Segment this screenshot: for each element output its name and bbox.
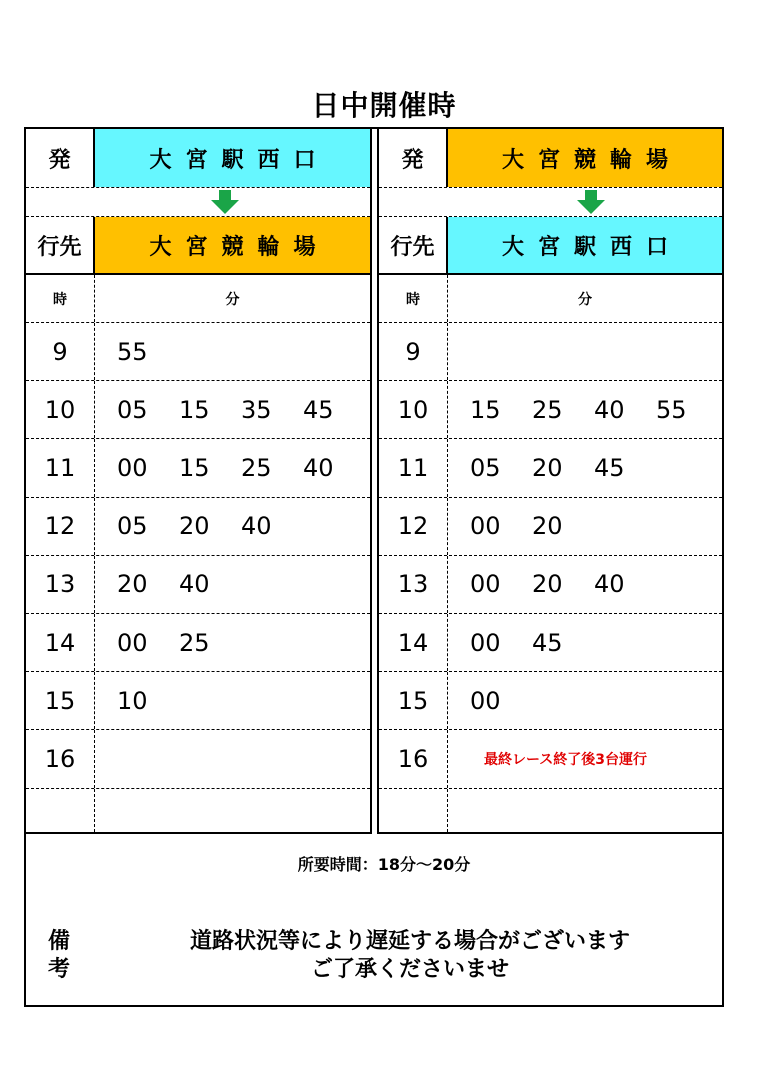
remarks-text — [100, 928, 720, 984]
table-row — [26, 730, 370, 788]
table-row — [26, 614, 370, 672]
minutes-cell — [95, 439, 370, 496]
minutes-cell — [95, 789, 370, 832]
hour-cell: 13 — [379, 556, 448, 613]
remarks-line: 道路状況等により遅延する場合がございます — [189, 929, 630, 954]
arrow-row — [26, 188, 370, 217]
minutes-cell — [95, 672, 370, 729]
table-row — [26, 381, 370, 439]
minutes-cell — [448, 556, 722, 613]
minutes-cell — [448, 672, 722, 729]
hour-cell: 10 — [379, 381, 448, 438]
page-title: 日中開催時 — [311, 89, 457, 122]
minutes-cell — [95, 730, 370, 787]
remarks-line: ご了承くださいませ — [310, 957, 509, 982]
hour-cell: 11 — [26, 439, 95, 496]
left-timetable — [24, 127, 372, 834]
minutes-cell — [448, 789, 722, 832]
depart-row — [26, 129, 370, 188]
table-row — [26, 556, 370, 614]
table-row — [379, 789, 722, 832]
hour-cell: 16 — [379, 730, 448, 787]
table-row — [379, 381, 722, 439]
minute-value: 20 — [532, 512, 563, 541]
hour-cell — [379, 789, 448, 832]
destination-row — [26, 217, 370, 275]
hour-cell — [26, 789, 95, 832]
minute-value: 45 — [594, 453, 625, 482]
depart-station: 大宮駅西口 — [95, 129, 370, 187]
hour-cell: 11 — [379, 439, 448, 496]
minute-value: 40 — [594, 570, 625, 599]
minute-value: 40 — [303, 453, 334, 482]
minutes-cell — [95, 614, 370, 671]
table-row — [26, 672, 370, 730]
minute-value: 20 — [532, 570, 563, 599]
minute-header: 分 — [225, 291, 240, 308]
minute-value: 40 — [241, 512, 272, 541]
minute-value: 25 — [241, 453, 272, 482]
hour-cell: 16 — [26, 730, 95, 787]
minutes-cell — [448, 323, 722, 380]
hour-cell: 13 — [26, 556, 95, 613]
minute-header: 分 — [578, 291, 592, 308]
table-row — [379, 323, 722, 381]
table-row — [379, 730, 722, 788]
minute-value: 45 — [303, 395, 334, 424]
depart-label: 発 — [26, 129, 95, 187]
minutes-cell — [95, 556, 370, 613]
destination-station: 大宮駅西口 — [448, 217, 722, 273]
minute-value: 10 — [117, 686, 148, 715]
minute-value: 00 — [470, 686, 501, 715]
hour-cell: 9 — [26, 323, 95, 380]
minute-value: 05 — [117, 395, 148, 424]
table-row — [379, 614, 722, 672]
header-row — [379, 275, 722, 323]
minutes-cell — [448, 381, 722, 438]
minute-value: 40 — [179, 570, 210, 599]
table-row — [379, 672, 722, 730]
hour-header: 時 — [379, 275, 448, 322]
minute-value: 15 — [179, 453, 210, 482]
remarks-label: 備 考 — [48, 929, 71, 982]
table-row — [26, 498, 370, 556]
minute-value: 20 — [532, 453, 563, 482]
destination-station: 大宮競輪場 — [95, 217, 370, 273]
destination-label: 行先 — [379, 217, 448, 273]
minute-value: 25 — [179, 628, 210, 657]
minute-value: 15 — [179, 395, 210, 424]
hour-header: 時 — [26, 275, 95, 322]
arrow-row — [379, 188, 722, 217]
minute-value: 15 — [470, 395, 501, 424]
minute-value: 20 — [179, 512, 210, 541]
minutes-cell — [448, 498, 722, 555]
note-cell: 最終レース終了後3台運行 — [484, 751, 648, 768]
minute-value: 35 — [241, 395, 272, 424]
minute-value: 00 — [470, 512, 501, 541]
table-row — [26, 439, 370, 497]
depart-station: 大宮競輪場 — [448, 129, 722, 187]
minute-value: 40 — [594, 395, 625, 424]
minutes-cell — [95, 498, 370, 555]
right-timetable — [377, 127, 724, 834]
minute-value: 20 — [117, 570, 148, 599]
hour-cell: 15 — [26, 672, 95, 729]
hour-cell: 12 — [26, 498, 95, 555]
minute-value: 55 — [117, 337, 148, 366]
minute-value: 00 — [117, 628, 148, 657]
header-row — [26, 275, 370, 323]
destination-label: 行先 — [26, 217, 95, 273]
depart-label: 発 — [379, 129, 448, 187]
hour-cell: 14 — [379, 614, 448, 671]
minute-value: 45 — [532, 628, 563, 657]
minutes-cell — [448, 439, 722, 496]
minute-value: 05 — [470, 453, 501, 482]
table-row — [379, 556, 722, 614]
hour-cell: 9 — [379, 323, 448, 380]
down-arrow-icon — [211, 190, 239, 214]
minute-value: 00 — [470, 628, 501, 657]
table-row — [26, 323, 370, 381]
hour-cell: 10 — [26, 381, 95, 438]
minute-value: 00 — [117, 453, 148, 482]
hour-cell: 14 — [26, 614, 95, 671]
minute-value: 55 — [656, 395, 687, 424]
table-row — [379, 498, 722, 556]
down-arrow-icon — [577, 190, 605, 214]
depart-row — [379, 129, 722, 188]
minute-value: 25 — [532, 395, 563, 424]
minute-value: 05 — [117, 512, 148, 541]
table-row — [379, 439, 722, 497]
minutes-cell — [448, 614, 722, 671]
destination-row — [379, 217, 722, 275]
table-row — [26, 789, 370, 832]
required-time: 所要時間：18分～20分 — [297, 855, 471, 874]
hour-cell: 15 — [379, 672, 448, 729]
minute-value: 00 — [470, 570, 501, 599]
minutes-cell — [95, 323, 370, 380]
hour-cell: 12 — [379, 498, 448, 555]
minutes-cell — [95, 381, 370, 438]
